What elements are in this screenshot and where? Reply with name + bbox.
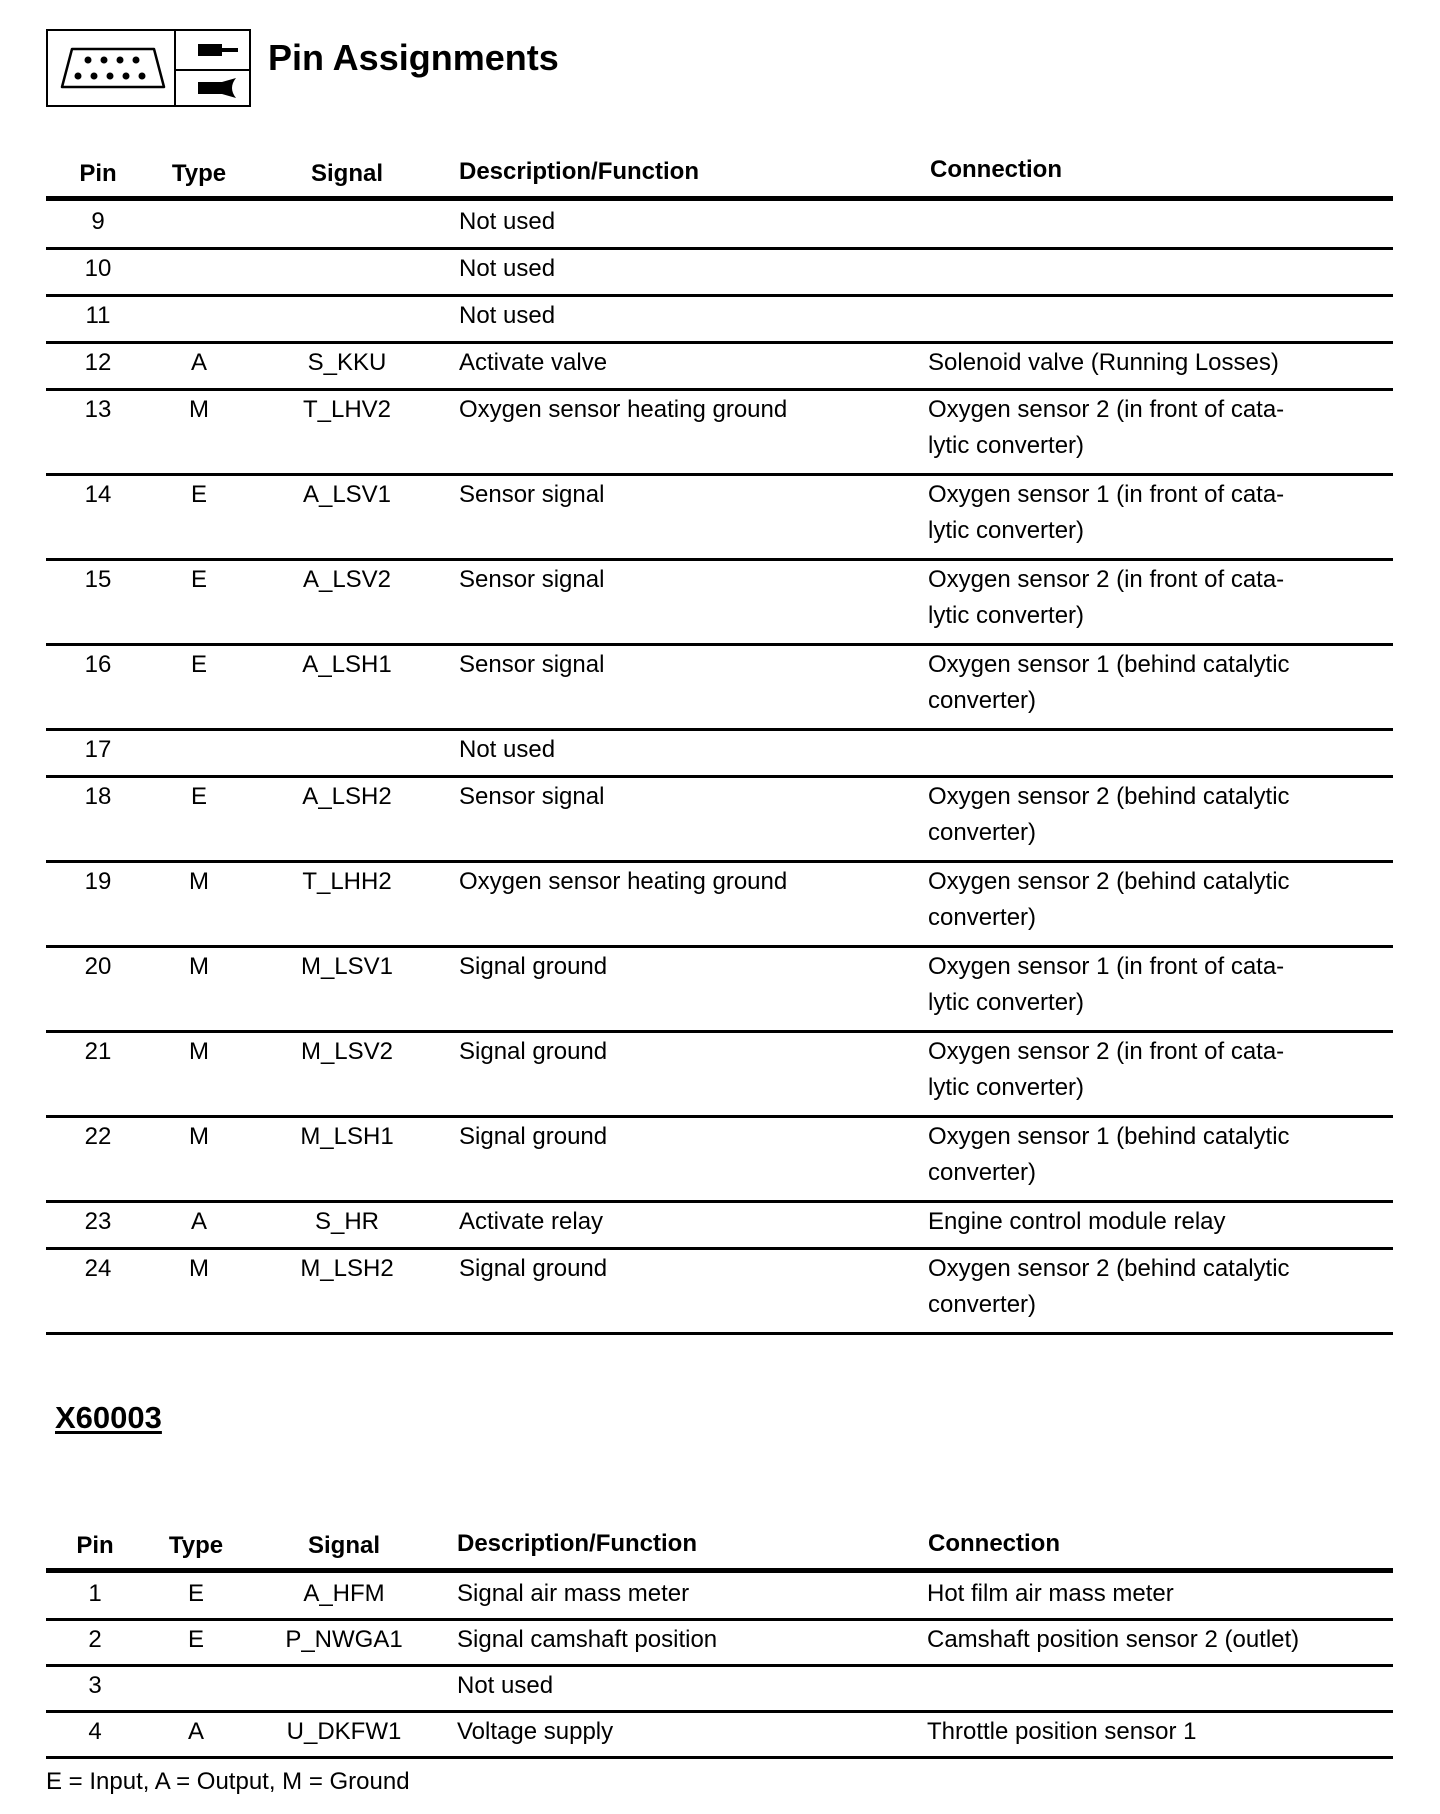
pin-connection: lytic converter) [928, 1074, 1085, 1101]
pin-connection: Oxygen sensor 2 (behind catalytic [928, 783, 1290, 810]
pin-type: M [189, 1123, 209, 1150]
pin-number: 15 [84, 566, 112, 593]
pin-description: Not used [459, 255, 556, 282]
pin-number: 21 [84, 1038, 112, 1065]
pin-number: 4 [88, 1718, 102, 1745]
pin-number: 13 [84, 396, 112, 423]
pin-type: M [189, 1255, 209, 1282]
pin-number: 16 [84, 651, 112, 678]
pin-type: E [187, 1580, 205, 1607]
pin-description: Signal camshaft position [457, 1626, 718, 1653]
pin-connection: converter) [928, 904, 1037, 931]
type-legend: E = Input, A = Output, M = Ground [46, 1768, 410, 1795]
pin-connection: Oxygen sensor 2 (in front of cata- [928, 396, 1285, 423]
col-header-signal-2: Signal [307, 1532, 381, 1559]
pin-type: M [189, 953, 209, 980]
signal-name: P_NWGA1 [285, 1626, 403, 1653]
pin-description: Not used [459, 736, 556, 763]
pin-description: Signal air mass meter [457, 1580, 690, 1607]
pin-description: Oxygen sensor heating ground [459, 396, 788, 423]
pin-connection: Throttle position sensor 1 [927, 1718, 1197, 1745]
col-header-pin-2: Pin [76, 1532, 114, 1559]
pin-connection: Engine control module relay [928, 1208, 1226, 1235]
pin-type: A [190, 349, 208, 376]
pin-number: 11 [85, 302, 111, 329]
signal-name: A_LSV2 [302, 566, 392, 593]
pin-number: 9 [91, 208, 105, 235]
pin-connection: lytic converter) [928, 602, 1085, 629]
pin-description: Sensor signal [459, 783, 605, 810]
header-rule-2 [46, 1568, 1393, 1573]
pin-description: Signal ground [459, 1123, 608, 1150]
signal-name: U_DKFW1 [286, 1718, 402, 1745]
pin-number: 23 [84, 1208, 112, 1235]
pin-type: M [189, 1038, 209, 1065]
row-divider [46, 1618, 1393, 1621]
pin-description: Activate valve [459, 349, 608, 376]
pin-number: 3 [88, 1672, 102, 1699]
connector-icon [58, 45, 168, 93]
page-title: Pin Assignments [268, 37, 559, 78]
signal-name: S_KKU [307, 349, 387, 376]
row-divider [46, 1030, 1393, 1033]
plug-icon [196, 41, 241, 61]
pin-connection: Oxygen sensor 2 (behind catalytic [928, 868, 1290, 895]
col-header-signal: Signal [310, 160, 384, 187]
pin-type: A [190, 1208, 208, 1235]
pin-description: Signal ground [459, 953, 608, 980]
pin-connection: lytic converter) [928, 517, 1085, 544]
row-divider [46, 1664, 1393, 1667]
signal-name: M_LSH2 [300, 1255, 394, 1282]
pin-description: Sensor signal [459, 566, 605, 593]
row-divider [46, 1247, 1393, 1250]
pin-description: Sensor signal [459, 481, 605, 508]
pin-type: E [190, 481, 208, 508]
pin-connection: Camshaft position sensor 2 (outlet) [927, 1626, 1300, 1653]
col-header-description-2: Description/Function [457, 1530, 697, 1557]
row-divider [46, 388, 1393, 391]
connector-section-label: X60003 [55, 1400, 162, 1435]
socket-icon [196, 77, 241, 99]
row-divider [46, 294, 1393, 297]
pin-connection: Oxygen sensor 1 (in front of cata- [928, 953, 1285, 980]
pin-type: E [187, 1626, 205, 1653]
row-divider [46, 247, 1393, 250]
pin-connection: converter) [928, 819, 1037, 846]
pin-connection: Oxygen sensor 1 (behind catalytic [928, 1123, 1290, 1150]
pin-connection: converter) [928, 1291, 1037, 1318]
pin-connection: Oxygen sensor 2 (behind catalytic [928, 1255, 1290, 1282]
pin-connection: lytic converter) [928, 989, 1085, 1016]
row-divider [46, 643, 1393, 646]
pin-connection: Oxygen sensor 1 (in front of cata- [928, 481, 1285, 508]
col-header-connection-2: Connection [928, 1530, 1060, 1557]
pin-connection: converter) [928, 1159, 1037, 1186]
header-rule [46, 196, 1393, 201]
signal-name: M_LSH1 [300, 1123, 394, 1150]
pin-description: Voltage supply [457, 1718, 614, 1745]
row-divider [46, 728, 1393, 731]
pin-description: Signal ground [459, 1255, 608, 1282]
pin-number: 17 [84, 736, 112, 763]
col-header-connection: Connection [930, 156, 1062, 183]
pin-description: Not used [459, 208, 556, 235]
pin-number: 24 [84, 1255, 112, 1282]
pin-connection: lytic converter) [928, 432, 1085, 459]
col-header-type-2: Type [168, 1532, 224, 1559]
pin-number: 14 [84, 481, 112, 508]
pin-type: A [187, 1718, 205, 1745]
pin-number: 20 [84, 953, 112, 980]
row-divider [46, 341, 1393, 344]
pin-type: E [190, 566, 208, 593]
pin-number: 2 [88, 1626, 102, 1653]
signal-name: A_LSH2 [302, 783, 392, 810]
pin-description: Not used [459, 302, 556, 329]
col-header-type: Type [171, 160, 227, 187]
col-header-description: Description/Function [459, 158, 699, 185]
row-divider [46, 1710, 1393, 1713]
pin-description: Signal ground [459, 1038, 608, 1065]
signal-name: A_LSH1 [302, 651, 392, 678]
pin-number: 19 [84, 868, 112, 895]
pin-description: Not used [457, 1672, 554, 1699]
pin-description: Oxygen sensor heating ground [459, 868, 788, 895]
row-divider [46, 1756, 1393, 1759]
signal-name: A_HFM [303, 1580, 385, 1607]
row-divider [46, 945, 1393, 948]
signal-name: M_LSV2 [300, 1038, 394, 1065]
pin-connection: Oxygen sensor 1 (behind catalytic [928, 651, 1290, 678]
pin-number: 10 [84, 255, 112, 282]
pin-assignment-icon-box [46, 29, 251, 107]
pin-type: E [190, 651, 208, 678]
row-divider [46, 860, 1393, 863]
pin-connection: Hot film air mass meter [927, 1580, 1174, 1607]
col-header-pin: Pin [79, 160, 117, 187]
pin-connection: Oxygen sensor 2 (in front of cata- [928, 566, 1285, 593]
pin-connection: converter) [928, 687, 1037, 714]
icon-divider-horizontal [174, 69, 249, 71]
row-divider [46, 1200, 1393, 1203]
pin-connection: Solenoid valve (Running Losses) [928, 349, 1279, 376]
pin-type: M [189, 868, 209, 895]
row-divider [46, 775, 1393, 778]
pin-type: M [189, 396, 209, 423]
pin-type: E [190, 783, 208, 810]
signal-name: M_LSV1 [300, 953, 394, 980]
signal-name: A_LSV1 [302, 481, 392, 508]
signal-name: T_LHH2 [302, 868, 392, 895]
row-divider [46, 558, 1393, 561]
pin-description: Sensor signal [459, 651, 605, 678]
pin-connection: Oxygen sensor 2 (in front of cata- [928, 1038, 1285, 1065]
row-divider [46, 1332, 1393, 1335]
pin-description: Activate relay [459, 1208, 604, 1235]
signal-name: T_LHV2 [302, 396, 392, 423]
pin-number: 18 [84, 783, 112, 810]
icon-divider-vertical [174, 31, 176, 105]
row-divider [46, 473, 1393, 476]
pin-number: 1 [88, 1580, 102, 1607]
signal-name: S_HR [314, 1208, 380, 1235]
row-divider [46, 1115, 1393, 1118]
pin-number: 22 [84, 1123, 112, 1150]
pin-number: 12 [84, 349, 112, 376]
